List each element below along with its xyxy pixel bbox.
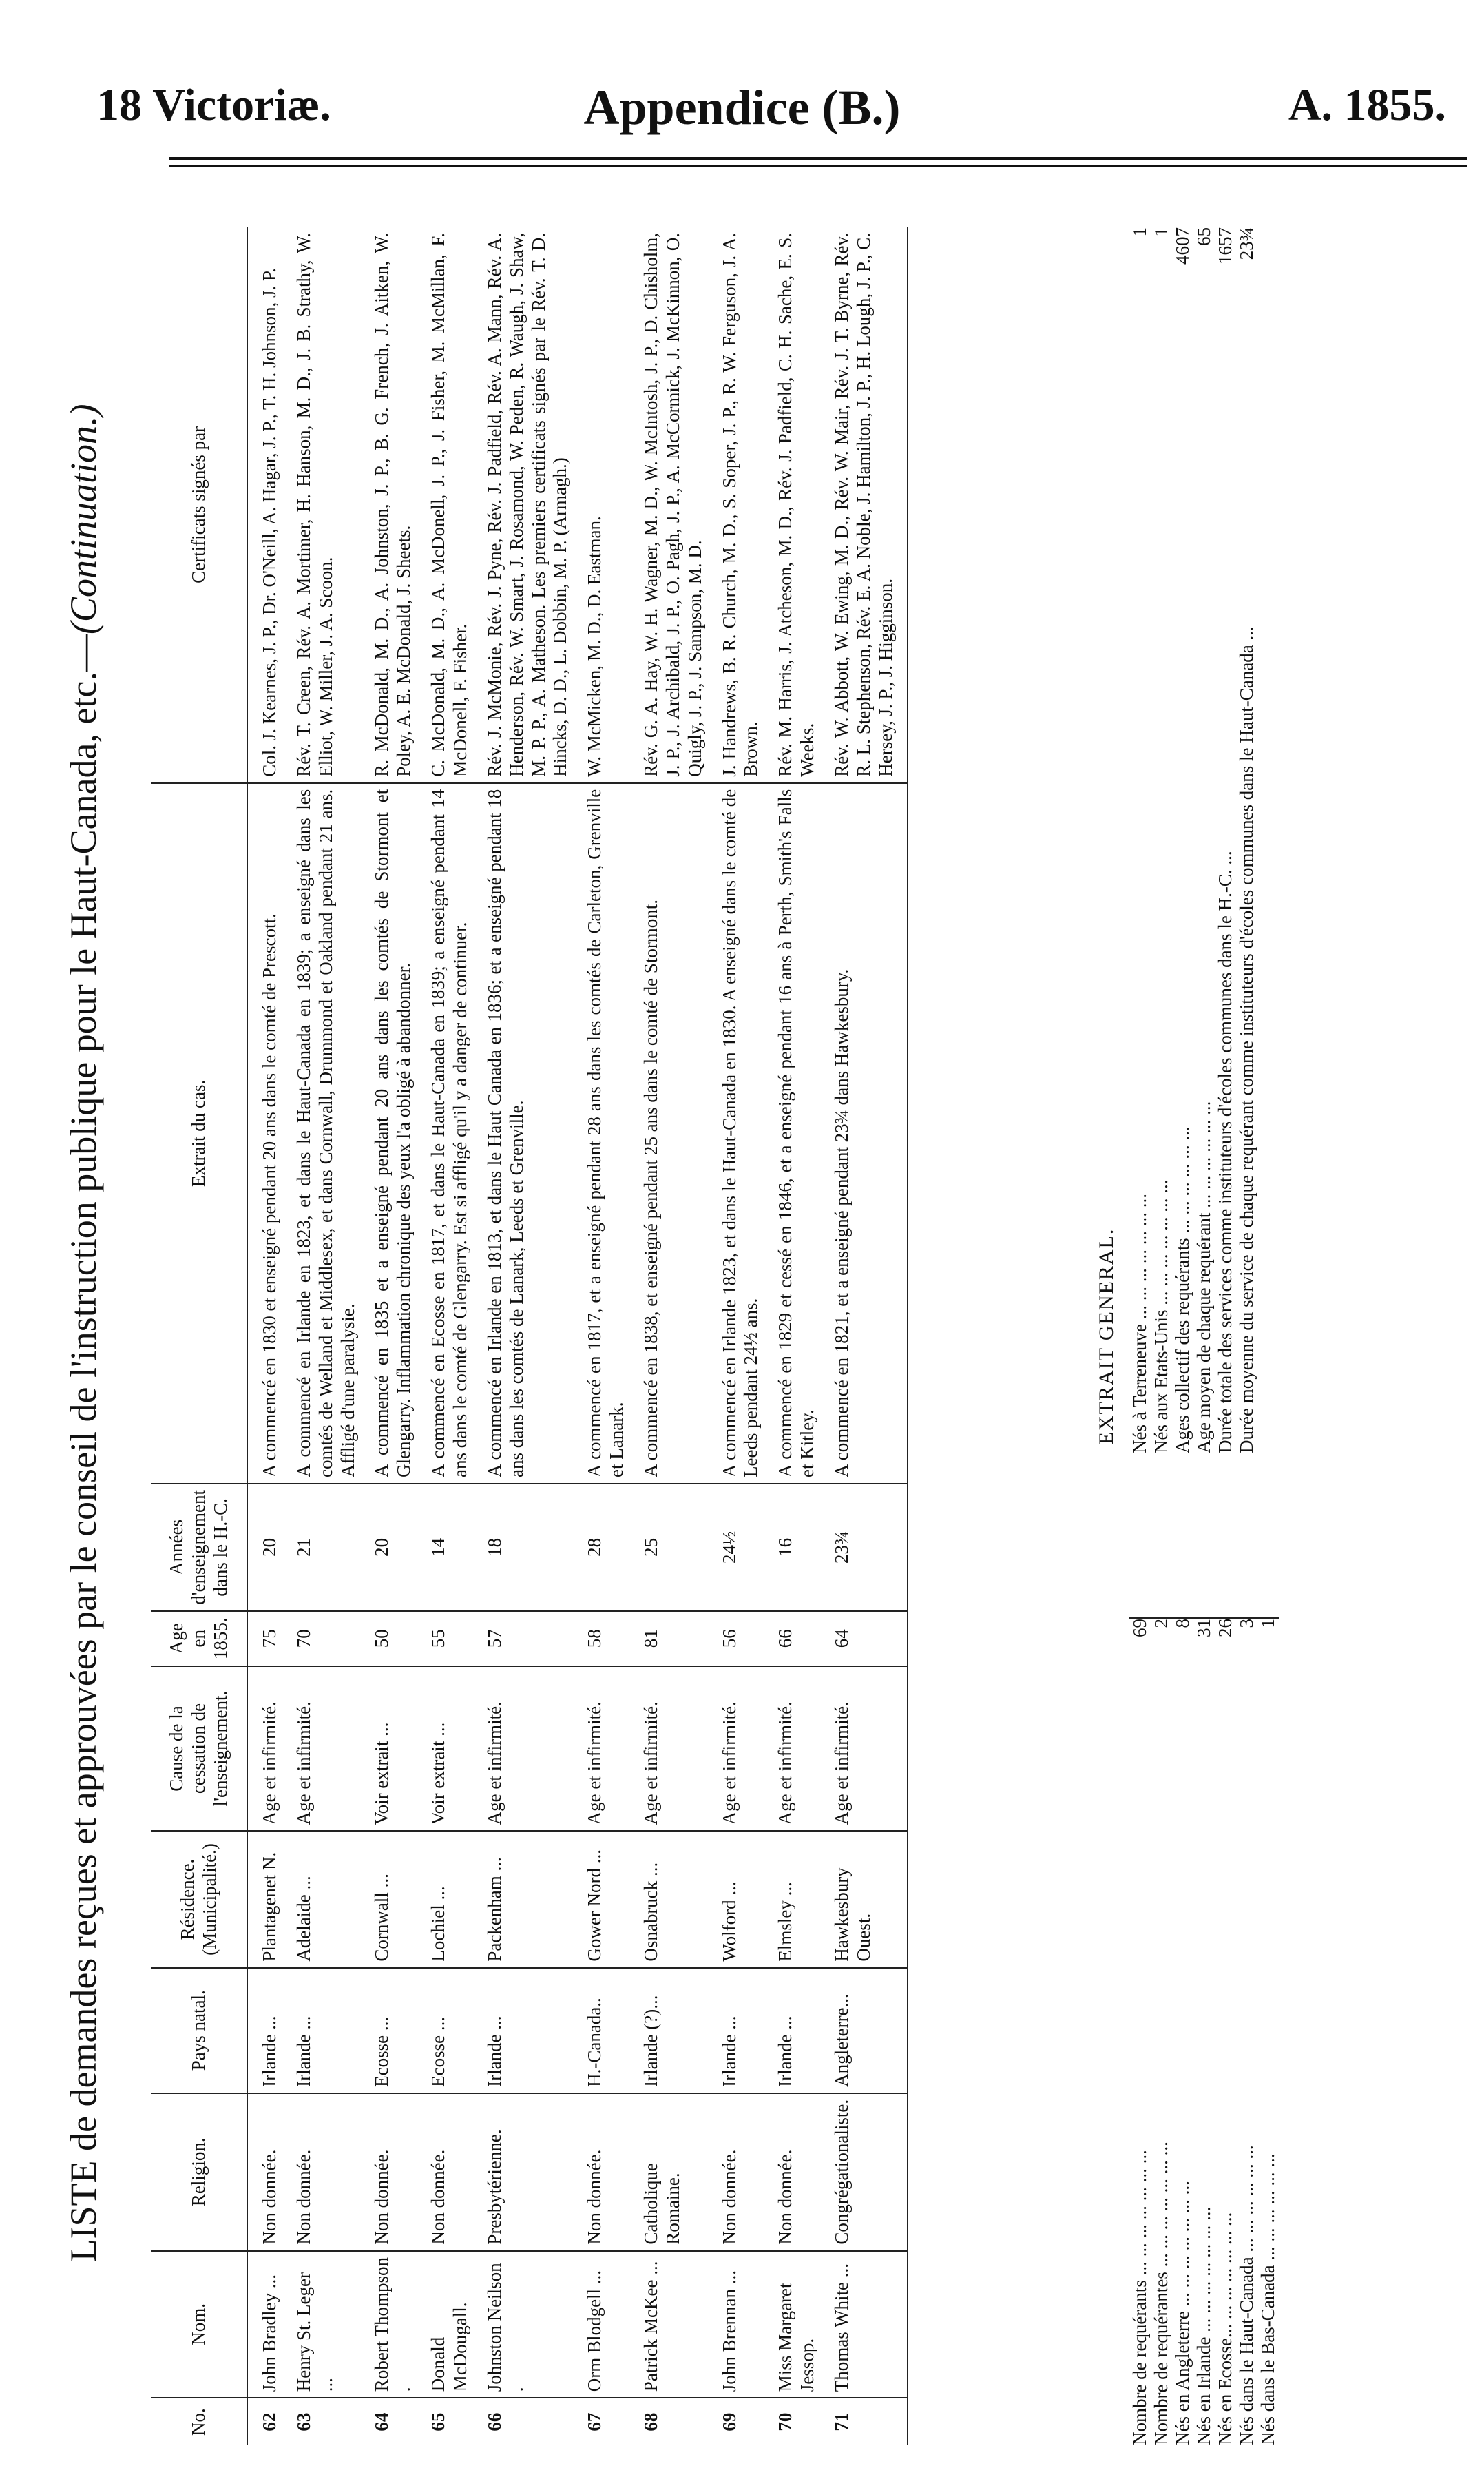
cessation-cause: Age et infirmité.	[581, 1666, 638, 1832]
rotated-table-page	[55, 214, 1363, 2452]
certificates: R. McDonald, M. D., A. Johnston, J. P., B. G. French, J. Aitken, W. Poley, A. E. McDonald, J. Sheets.	[368, 227, 425, 783]
religion: Presbytérienne.	[481, 2093, 581, 2251]
residence: Wolford ...	[716, 1831, 773, 1967]
summary-row	[1236, 227, 1257, 1453]
applicant-name: Johnston Neilson .	[481, 2251, 581, 2398]
header-rule-thin	[169, 165, 1467, 167]
summary-label: Nombre de requérantes ... ... ... ... ... ... ...	[1151, 2142, 1172, 2445]
birth-country: Irlande ...	[291, 1968, 369, 2093]
age-1855: 58	[581, 1611, 638, 1666]
cessation-cause: Age et infirmité.	[828, 1666, 908, 1832]
summary-left-column	[1129, 1617, 1279, 2445]
row-number: 64	[371, 2412, 393, 2431]
certificates: Rév. W. Abbott, W. Ewing, M. D., Rév. W. Mair, Rév. J. T. Byrne, Rév. R. L. Stephenson, Rév. E. A. Noble, J. Hamilton, J. P., H. Lough, J. P., C. Hersey, J. P., J. Higginson.	[828, 227, 908, 783]
birth-country: Irlande ...	[481, 1968, 581, 2093]
certificates: Rév. J. McMonie, Rév. J. Pyne, Rév. J. Padfield, Rév. A. Mann, Rév. A. Henderson, Rév. W. Smart, J. Rosamond, W. Peden, R. Waugh, J. Shaw, M. P. P., A. Matheson. Les premiers certificats signés par le Rév. T. D. Hincks, D. D., L. Dobbin, M. P. (Armagh.)	[481, 227, 581, 783]
residence: Adelaide ...	[291, 1831, 369, 1967]
years-teaching: 24½	[716, 1484, 773, 1611]
residence: Osnabruck ...	[638, 1831, 716, 1967]
table-row	[581, 227, 638, 2445]
column-header: Religion.	[151, 2093, 247, 2251]
title-continuation: (Continuation.)	[63, 404, 104, 635]
applicant-name: Donald McDougall.	[425, 2251, 481, 2398]
years-teaching: 28	[581, 1484, 638, 1611]
table-row	[772, 227, 828, 2445]
years-teaching: 20	[368, 1484, 425, 1611]
age-1855: 81	[638, 1611, 716, 1666]
header-appendix: Appendice (B.)	[583, 80, 901, 135]
summary-right-column	[1129, 227, 1257, 1453]
years-teaching: 14	[425, 1484, 481, 1611]
religion: Non donnée.	[716, 2093, 773, 2251]
summary-value: 4607	[1172, 227, 1193, 265]
birth-country: Irlande ...	[247, 1968, 291, 2093]
column-header: Années d'enseignement dans le H.-C.	[151, 1484, 247, 1611]
table-row	[638, 227, 716, 2445]
case-extract: A commencé en 1838, et enseigné pendant 25 ans dans le comté de Stormont.	[638, 783, 716, 1484]
age-1855: 56	[716, 1611, 773, 1666]
cessation-cause: Age et infirmité.	[291, 1666, 369, 1832]
residence: Elmsley ...	[772, 1831, 828, 1967]
case-extract: A commencé en Ecosse en 1817, et dans le Haut-Canada en 1839; a enseigné pendant 14 ans dans le comté de Glengarry. Est si affligé qu'il y a danger de continuer.	[425, 783, 481, 1484]
summary-label: Nés dans le Haut-Canada ... ... ... ... ... ...	[1236, 2145, 1257, 2445]
table-row	[481, 227, 581, 2445]
case-extract: A commencé en 1829 et cessé en 1846, et a enseigné pendant 16 ans à Perth, Smith's Falls et Kitley.	[772, 783, 828, 1484]
summary-value: 1	[1129, 227, 1150, 237]
age-1855: 64	[828, 1611, 908, 1666]
certificates: Rév. T. Creen, Rév. A. Mortimer, H. Hanson, M. D., J. B. Strathy, W. Elliot, W. Miller, J. A. Scoon.	[291, 227, 369, 783]
row-number: 69	[718, 2412, 740, 2431]
summary-label: Age moyen de chaque requérant ... ... ... ... ... ...	[1193, 1101, 1215, 1453]
summary-row	[1215, 227, 1236, 1453]
birth-country: Irlande (?)...	[638, 1968, 716, 2093]
header-volume: 18 Victoriæ.	[96, 80, 331, 130]
summary-label: Nés en Irlande ... ... ... ... ... ... ...	[1193, 2206, 1215, 2445]
column-header: Certificats signés par	[151, 227, 247, 783]
summary-row	[1215, 1619, 1236, 2445]
summary-value: 8	[1172, 1619, 1193, 1628]
summary-row	[1236, 1619, 1257, 2445]
age-1855: 57	[481, 1611, 581, 1666]
age-1855: 55	[425, 1611, 481, 1666]
case-extract: A commencé en 1835 et a enseigné pendant 20 ans dans les comtés de Stormont et Glengarry. Inflammation chronique des yeux l'a obligé à abandonner.	[368, 783, 425, 1484]
residence: Lochiel ...	[425, 1831, 481, 1967]
header-rule-thick	[169, 157, 1467, 160]
case-extract: A commencé en 1817, et a enseigné pendant 28 ans dans les comtés de Carleton, Grenville et Lanark.	[581, 783, 638, 1484]
cessation-cause: Age et infirmité.	[638, 1666, 716, 1832]
years-teaching: 21	[291, 1484, 369, 1611]
certificates: J. Handrews, B. R. Church, M. D., S. Soper, J. P., R. W. Ferguson, J. A. Brown.	[716, 227, 773, 783]
applicant-name: Henry St. Leger ...	[291, 2251, 369, 2398]
table-row	[368, 227, 425, 2445]
summary-row	[1129, 227, 1151, 1453]
table-row	[828, 227, 908, 2445]
summary-label: Nés dans le Bas-Canada ... ... ... ... ... ...	[1257, 2153, 1279, 2445]
certificates: Col. J. Kearnes, J. P., Dr. O'Neill, A. Hagar, J. P., T. H. Johnson, J. P.	[247, 227, 291, 783]
summary-row	[1257, 1619, 1279, 2445]
cessation-cause: Voir extrait ...	[368, 1666, 425, 1832]
religion: Non donnée.	[581, 2093, 638, 2251]
row-number: 65	[428, 2412, 449, 2431]
birth-country: H.-Canada..	[581, 1968, 638, 2093]
row-number: 68	[640, 2412, 662, 2431]
column-header: Résidence. (Municipalité.)	[151, 1831, 247, 1967]
certificates: W. McMicken, M. D., D. Eastman.	[581, 227, 638, 783]
summary-label: Nés à Terreneuve ... ... ... ... ... ... ...	[1129, 1193, 1150, 1453]
applicant-name: Miss Margaret Jessop.	[772, 2251, 828, 2398]
case-extract: A commencé en Irlande 1823, et dans le Haut-Canada en 1830. A enseigné dans le comté de Leeds pendant 24½ ans.	[716, 783, 773, 1484]
row-number: 66	[483, 2412, 505, 2431]
column-header: Cause de la cessation de l'enseignement.	[151, 1666, 247, 1832]
cessation-cause: Age et infirmité.	[716, 1666, 773, 1832]
column-header: No.	[151, 2398, 247, 2445]
case-extract: A commencé en 1830 et enseigné pendant 20 ans dans le comté de Prescott.	[247, 783, 291, 1484]
summary-value: 2	[1151, 1619, 1172, 1628]
column-header: Extrait du cas.	[151, 783, 247, 1484]
religion: Catholique Romaine.	[638, 2093, 716, 2251]
cessation-cause: Age et infirmité.	[247, 1666, 291, 1832]
years-teaching: 25	[638, 1484, 716, 1611]
age-1855: 66	[772, 1611, 828, 1666]
summary-row	[1151, 227, 1172, 1453]
summary-label: Nés en Ecosse... ... ... ... ... ... ...	[1215, 2212, 1236, 2445]
summary-label: Durée totale des services comme instituteurs d'écoles communes dans le H.-C. ...	[1215, 851, 1236, 1453]
applicant-name: Orm Blodgell ...	[581, 2251, 638, 2398]
years-teaching: 23¾	[828, 1484, 908, 1611]
age-1855: 75	[247, 1611, 291, 1666]
column-header: Pays natal.	[151, 1968, 247, 2093]
religion: Non donnée.	[368, 2093, 425, 2251]
summary-value: 65	[1193, 227, 1215, 246]
header-year: A. 1855.	[1288, 80, 1446, 130]
applicant-name: John Brennan ...	[716, 2251, 773, 2398]
row-number: 62	[259, 2412, 280, 2431]
summary-value: 3	[1236, 1619, 1257, 1628]
summary-value: 23¾	[1236, 227, 1257, 260]
age-1855: 70	[291, 1611, 369, 1666]
applications-table	[151, 227, 908, 2445]
case-extract: A commencé en Irlande en 1813, et dans le Haut Canada en 1836; et a enseigné pendant 18 ans dans les comtés de Lanark, Leeds et Grenville.	[481, 783, 581, 1484]
summary-row	[1129, 1619, 1151, 2445]
religion: Non donnée.	[425, 2093, 481, 2251]
column-header: Age en 1855.	[151, 1611, 247, 1666]
birth-country: Ecosse ...	[368, 1968, 425, 2093]
summary-row	[1172, 227, 1193, 1453]
case-extract: A commencé en 1821, et a enseigné pendant 23¾ dans Hawkesbury.	[828, 783, 908, 1484]
summary-row	[1193, 227, 1215, 1453]
birth-country: Irlande ...	[716, 1968, 773, 2093]
summary-row	[1172, 1619, 1193, 2445]
summary-title: EXTRAIT GENERAL.	[1095, 1227, 1118, 1445]
summary-value: 69	[1129, 1619, 1150, 1637]
age-1855: 50	[368, 1611, 425, 1666]
applicant-name: John Bradley ...	[247, 2251, 291, 2398]
summary-label: Nés en Angleterre ... ... ... ... ... ... ...	[1172, 2181, 1193, 2445]
cessation-cause: Voir extrait ...	[425, 1666, 481, 1832]
summary-section	[1095, 227, 1279, 2445]
summary-row	[1151, 1619, 1172, 2445]
row-number: 71	[828, 2398, 908, 2445]
birth-country: Angleterre...	[828, 1968, 908, 2093]
title-main: LISTE de demandes reçues et approuvées par le conseil de l'instruction publique pour le Haut-Canada, etc.—	[63, 634, 104, 2262]
table-row	[425, 227, 481, 2445]
row-number: 67	[584, 2412, 605, 2431]
applicant-name: Thomas White ...	[828, 2251, 908, 2398]
column-header: Nom.	[151, 2251, 247, 2398]
residence: Hawkesbury Ouest.	[828, 1831, 908, 1967]
religion: Non donnée.	[247, 2093, 291, 2251]
summary-value: 1657	[1215, 227, 1236, 265]
religion: Non donnée.	[291, 2093, 369, 2251]
summary-value: 1	[1151, 227, 1172, 237]
summary-label: Durée moyenne du service de chaque requérant comme instituteurs d'écoles communes dans le Haut-Canada ...	[1236, 626, 1257, 1453]
applicant-name: Robert Thompson .	[368, 2251, 425, 2398]
summary-value: 1	[1257, 1619, 1279, 1628]
certificates: C. McDonald, M. D., A. McDonell, J. P., J. Fisher, M. McMillan, F. McDonell, F. Fisher.	[425, 227, 481, 783]
applicant-name: Patrick McKee ...	[638, 2251, 716, 2398]
years-teaching: 18	[481, 1484, 581, 1611]
row-number: 70	[775, 2412, 796, 2431]
table-body	[247, 227, 908, 2445]
summary-value: 31	[1193, 1619, 1215, 1637]
residence: Cornwall ...	[368, 1831, 425, 1967]
table-row	[247, 227, 291, 2445]
birth-country: Ecosse ...	[425, 1968, 481, 2093]
religion: Congrégationaliste.	[828, 2093, 908, 2251]
summary-label: Ages collectif des requérants ... ... ... ... ... ...	[1172, 1126, 1193, 1453]
years-teaching: 20	[247, 1484, 291, 1611]
certificates: Rév. M. Harris, J. Atcheson, M. D., Rév. J. Padfield, C. H. Sache, E. S. Weeks.	[772, 227, 828, 783]
cessation-cause: Age et infirmité.	[772, 1666, 828, 1832]
table-row	[291, 227, 369, 2445]
years-teaching: 16	[772, 1484, 828, 1611]
summary-label: Nombre de requérants ... ... ... ... ... ... ...	[1129, 2150, 1150, 2445]
religion: Non donnée.	[772, 2093, 828, 2251]
residence: Plantagenet N.	[247, 1831, 291, 1967]
summary-value: 26	[1215, 1619, 1236, 1637]
row-number: 63	[293, 2412, 314, 2431]
summary-row	[1193, 1619, 1215, 2445]
table-row	[716, 227, 773, 2445]
table-header-row	[151, 227, 247, 2445]
residence: Packenham ...	[481, 1831, 581, 1967]
case-extract: A commencé en Irlande en 1823, et dans le Haut-Canada en 1839; a enseigné dans les comtés de Welland et Middlesex, et dans Cornwall, Drummond et Oakland pendant 21 ans. Affligé d'une paralysie.	[291, 783, 369, 1484]
summary-label: Nés aux Etats-Unis ... ... ... ... ... ... ...	[1151, 1179, 1172, 1453]
certificates: Rév. G. A. Hay, W. H. Wagner, M. D., W. McIntosh, J. P., D. Chisholm, J. P., J. Archibald, J. P., O. Pagh, J. P., A. McCormick, J. McKinnon, O. Quigly, J. P., J. Sampson, M. D.	[638, 227, 716, 783]
table-title	[62, 214, 105, 2452]
birth-country: Irlande ...	[772, 1968, 828, 2093]
residence: Gower Nord ...	[581, 1831, 638, 1967]
cessation-cause: Age et infirmité.	[481, 1666, 581, 1832]
